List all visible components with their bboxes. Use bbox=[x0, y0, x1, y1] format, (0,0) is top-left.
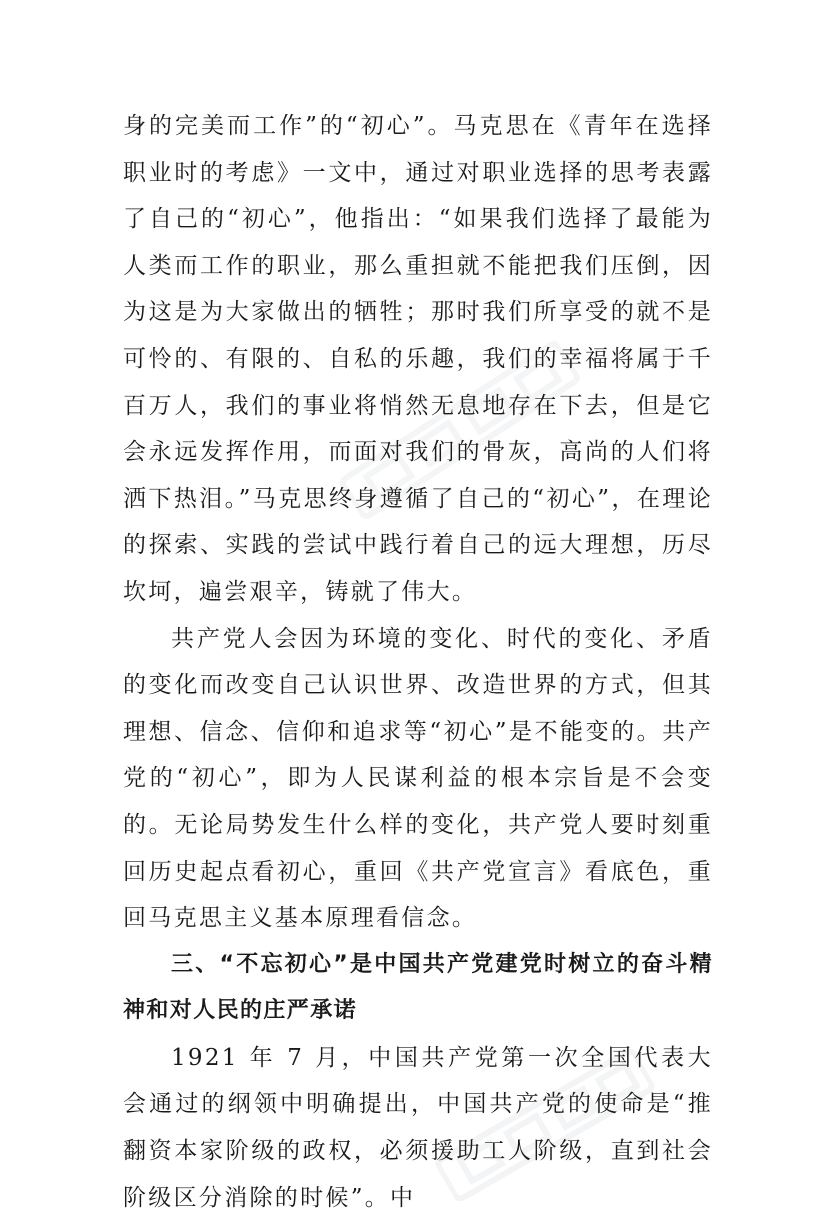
paragraph-communist-initial-mind: 共产党人会因为环境的变化、时代的变化、矛盾的变化而改变自己认识世界、改造世界的方式，但其理想、信念、信仰和追求等“初心”是不能变的。共产党的“初心”，即为人民谋利益的根本宗旨是不会变的。无论局势发生什么样的变化，共产党人要时刻重回历史起点看初心，重回《共产党宣言》看底色，重回马克思主义基本原理看信念。 bbox=[123, 625, 713, 932]
document-body bbox=[123, 103, 713, 1221]
section-heading-three: 三、“不忘初心”是中国共产党建党时树立的奋斗精神和对人民的庄严承诺 bbox=[123, 951, 713, 1024]
paragraph-1921-program: 1921 年 7 月，中国共产党第一次全国代表大会通过的纲领中明确提出，中国共产党的使命是“推翻资本家阶级的政权，必须援助工人阶级，直到社会阶级区分消除的时候”。中 bbox=[123, 1044, 713, 1211]
paragraph-marx-initial-mind: 身的完美而工作”的“初心”。马克思在《青年在选择职业时的考虑》一文中，通过对职业选择的思考表露了自己的“初心”，他指出：“如果我们选择了最能为人类而工作的职业，那么重担就不能把我们压倒，因为这是为大家做出的牺牲；那时我们所享受的就不是可怜的、有限的、自私的乐趣，我们的幸福将属于千百万人，我们的事业将悄然无息地存在下去，但是它会永远发挥作用，而面对我们的骨灰，高尚的人们将洒下热泪。”马克思终身遵循了自己的“初心”，在理论的探索、实践的尝试中践行着自己的远大理想，历尽坎坷，遍尝艰辛，铸就了伟大。 bbox=[123, 113, 713, 605]
